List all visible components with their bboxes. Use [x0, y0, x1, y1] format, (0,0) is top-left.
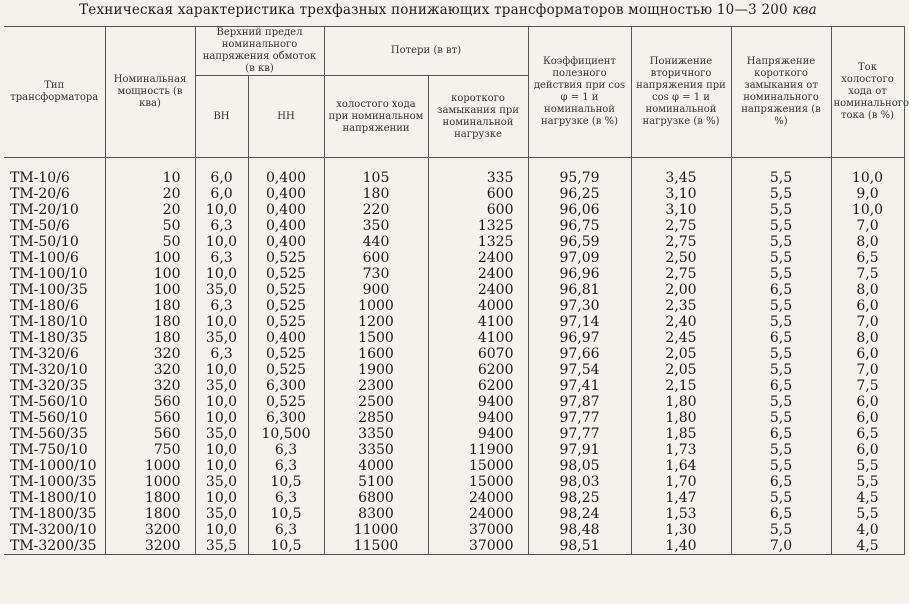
header-loss-short-circuit: короткого замыкания при номинальной нагрузке — [428, 76, 528, 158]
cell-type: ТМ-20/6 — [4, 186, 105, 202]
header-efficiency: Коэффициент полезного действия при cos φ = 1 и номинальной нагрузке (в %) — [528, 27, 631, 158]
cell-loss-short-circuit: 1325 — [428, 218, 528, 234]
transformer-spec-table — [4, 26, 909, 555]
table-body — [4, 158, 904, 555]
cell-short-circuit-voltage: 5,5 — [731, 266, 831, 282]
header-vn: ВН — [195, 76, 248, 158]
cell-no-load-current: 6,5 — [831, 426, 904, 442]
cell-voltage-drop: 1,30 — [631, 522, 731, 538]
cell-nn: 0,525 — [248, 266, 324, 282]
cell-power: 560 — [105, 426, 195, 442]
table-row — [4, 234, 904, 250]
cell-short-circuit-voltage: 6,5 — [731, 426, 831, 442]
cell-nn: 10,5 — [248, 506, 324, 522]
cell-voltage-drop: 2,05 — [631, 346, 731, 362]
cell-type: ТМ-50/6 — [4, 218, 105, 234]
cell-loss-short-circuit: 9400 — [428, 394, 528, 410]
cell-vn: 35,0 — [195, 474, 248, 490]
cell-vn: 10,0 — [195, 458, 248, 474]
cell-loss-no-load: 6800 — [324, 490, 428, 506]
cell-no-load-current: 10,0 — [831, 158, 904, 187]
cell-loss-short-circuit: 37000 — [428, 522, 528, 538]
cell-loss-no-load: 180 — [324, 186, 428, 202]
cell-loss-no-load: 8300 — [324, 506, 428, 522]
cell-no-load-current: 7,0 — [831, 218, 904, 234]
cell-power: 100 — [105, 266, 195, 282]
cell-loss-no-load: 600 — [324, 250, 428, 266]
cell-no-load-current: 6,0 — [831, 298, 904, 314]
cell-power: 560 — [105, 394, 195, 410]
cell-short-circuit-voltage: 6,5 — [731, 474, 831, 490]
cell-type: ТМ-320/35 — [4, 378, 105, 394]
cell-vn: 6,3 — [195, 218, 248, 234]
cell-vn: 10,0 — [195, 522, 248, 538]
cell-type: ТМ-1000/10 — [4, 458, 105, 474]
cell-loss-no-load: 2300 — [324, 378, 428, 394]
cell-short-circuit-voltage: 5,5 — [731, 522, 831, 538]
cell-efficiency: 97,30 — [528, 298, 631, 314]
table-row — [4, 282, 904, 298]
cell-voltage-drop: 1,40 — [631, 538, 731, 555]
cell-vn: 35,0 — [195, 506, 248, 522]
table-row — [4, 442, 904, 458]
cell-power: 50 — [105, 218, 195, 234]
cell-voltage-drop: 3,45 — [631, 158, 731, 187]
cell-nn: 0,525 — [248, 394, 324, 410]
cell-efficiency: 98,51 — [528, 538, 631, 555]
table-title-text: Техническая характеристика трехфазных понижающих трансформаторов мощностью 10—3 200 — [79, 2, 788, 18]
cell-nn: 6,3 — [248, 458, 324, 474]
cell-no-load-current: 6,0 — [831, 442, 904, 458]
cell-short-circuit-voltage: 5,5 — [731, 158, 831, 187]
header-type: Тип трансформатора — [4, 27, 105, 158]
cell-nn: 6,3 — [248, 522, 324, 538]
cell-nn: 0,400 — [248, 158, 324, 187]
cell-no-load-current: 6,5 — [831, 250, 904, 266]
cell-loss-short-circuit: 335 — [428, 158, 528, 187]
cell-loss-no-load: 2850 — [324, 410, 428, 426]
cell-loss-no-load: 11500 — [324, 538, 428, 555]
cell-power: 20 — [105, 202, 195, 218]
cell-type: ТМ-560/10 — [4, 410, 105, 426]
cell-efficiency: 95,79 — [528, 158, 631, 187]
cell-short-circuit-voltage: 5,5 — [731, 298, 831, 314]
cell-no-load-current: 5,5 — [831, 458, 904, 474]
header-voltage-group: Верхний предел номинального напряжения обмоток (в кв) — [195, 27, 324, 76]
cell-nn: 10,500 — [248, 426, 324, 442]
cell-loss-no-load: 4000 — [324, 458, 428, 474]
cell-voltage-drop: 1,80 — [631, 394, 731, 410]
cell-power: 1000 — [105, 458, 195, 474]
cell-voltage-drop: 2,45 — [631, 330, 731, 346]
cell-power: 180 — [105, 330, 195, 346]
cell-efficiency: 98,48 — [528, 522, 631, 538]
cell-loss-short-circuit: 24000 — [428, 490, 528, 506]
cell-short-circuit-voltage: 5,5 — [731, 346, 831, 362]
table-row — [4, 378, 904, 394]
cell-voltage-drop: 2,75 — [631, 266, 731, 282]
cell-efficiency: 96,96 — [528, 266, 631, 282]
cell-type: ТМ-100/10 — [4, 266, 105, 282]
cell-type: ТМ-180/6 — [4, 298, 105, 314]
cell-nn: 0,525 — [248, 362, 324, 378]
cell-efficiency: 98,03 — [528, 474, 631, 490]
cell-no-load-current: 5,5 — [831, 506, 904, 522]
header-power: Номинальная мощность (в ква) — [105, 27, 195, 158]
header-voltage-drop: Понижение вторичного напряжения при cos φ = 1 и номинальной нагрузке (в %) — [631, 27, 731, 158]
cell-no-load-current: 4,5 — [831, 538, 904, 555]
cell-voltage-drop: 2,05 — [631, 362, 731, 378]
cell-voltage-drop: 1,73 — [631, 442, 731, 458]
cell-vn: 10,0 — [195, 410, 248, 426]
cell-no-load-current: 6,0 — [831, 346, 904, 362]
cell-efficiency: 98,05 — [528, 458, 631, 474]
cell-loss-no-load: 5100 — [324, 474, 428, 490]
cell-nn: 6,3 — [248, 490, 324, 506]
cell-loss-short-circuit: 6200 — [428, 378, 528, 394]
cell-vn: 10,0 — [195, 490, 248, 506]
cell-vn: 6,0 — [195, 186, 248, 202]
cell-no-load-current: 4,5 — [831, 490, 904, 506]
cell-short-circuit-voltage: 5,5 — [731, 186, 831, 202]
cell-no-load-current: 10,0 — [831, 202, 904, 218]
cell-vn: 10,0 — [195, 266, 248, 282]
cell-efficiency: 96,75 — [528, 218, 631, 234]
cell-nn: 0,400 — [248, 234, 324, 250]
cell-type: ТМ-1000/35 — [4, 474, 105, 490]
cell-no-load-current: 8,0 — [831, 330, 904, 346]
table-row — [4, 410, 904, 426]
cell-loss-no-load: 2500 — [324, 394, 428, 410]
header-nn: НН — [248, 76, 324, 158]
cell-loss-no-load: 1900 — [324, 362, 428, 378]
table-row — [4, 522, 904, 538]
cell-power: 320 — [105, 346, 195, 362]
cell-loss-short-circuit: 37000 — [428, 538, 528, 555]
cell-no-load-current: 7,0 — [831, 314, 904, 330]
cell-no-load-current: 5,5 — [831, 474, 904, 490]
cell-no-load-current: 9,0 — [831, 186, 904, 202]
table-row — [4, 426, 904, 442]
cell-voltage-drop: 2,35 — [631, 298, 731, 314]
cell-loss-short-circuit: 2400 — [428, 282, 528, 298]
cell-type: ТМ-180/10 — [4, 314, 105, 330]
cell-vn: 6,3 — [195, 346, 248, 362]
cell-voltage-drop: 2,40 — [631, 314, 731, 330]
cell-efficiency: 96,81 — [528, 282, 631, 298]
table-row — [4, 394, 904, 410]
cell-power: 1000 — [105, 474, 195, 490]
cell-nn: 0,525 — [248, 346, 324, 362]
cell-short-circuit-voltage: 6,5 — [731, 282, 831, 298]
cell-loss-no-load: 440 — [324, 234, 428, 250]
cell-short-circuit-voltage: 5,5 — [731, 362, 831, 378]
cell-vn: 35,0 — [195, 426, 248, 442]
cell-short-circuit-voltage: 5,5 — [731, 490, 831, 506]
cell-no-load-current: 8,0 — [831, 282, 904, 298]
table-row — [4, 314, 904, 330]
table-row — [4, 346, 904, 362]
cell-voltage-drop: 2,50 — [631, 250, 731, 266]
cell-loss-short-circuit: 9400 — [428, 426, 528, 442]
header-short-circuit-voltage: Напряжение короткого замыкания от номинального напряжения (в %) — [731, 27, 831, 158]
cell-efficiency: 97,41 — [528, 378, 631, 394]
cell-power: 3200 — [105, 538, 195, 555]
table-title — [0, 2, 896, 22]
cell-power: 10 — [105, 158, 195, 187]
cell-loss-short-circuit: 600 — [428, 186, 528, 202]
cell-power: 100 — [105, 282, 195, 298]
cell-type: ТМ-750/10 — [4, 442, 105, 458]
cell-voltage-drop: 1,53 — [631, 506, 731, 522]
cell-voltage-drop: 2,00 — [631, 282, 731, 298]
cell-loss-no-load: 3350 — [324, 442, 428, 458]
cell-short-circuit-voltage: 5,5 — [731, 394, 831, 410]
cell-no-load-current: 6,0 — [831, 394, 904, 410]
cell-voltage-drop: 1,85 — [631, 426, 731, 442]
table-row — [4, 490, 904, 506]
cell-efficiency: 97,91 — [528, 442, 631, 458]
cell-short-circuit-voltage: 6,5 — [731, 378, 831, 394]
cell-loss-short-circuit: 4100 — [428, 314, 528, 330]
table-row — [4, 458, 904, 474]
cell-power: 50 — [105, 234, 195, 250]
cell-voltage-drop: 1,80 — [631, 410, 731, 426]
cell-vn: 10,0 — [195, 362, 248, 378]
cell-type: ТМ-320/10 — [4, 362, 105, 378]
cell-efficiency: 98,25 — [528, 490, 631, 506]
header-loss-no-load: холостого хода при номинальном напряжении — [324, 76, 428, 158]
cell-loss-short-circuit: 2400 — [428, 250, 528, 266]
cell-short-circuit-voltage: 5,5 — [731, 218, 831, 234]
cell-nn: 0,525 — [248, 314, 324, 330]
cell-efficiency: 96,97 — [528, 330, 631, 346]
cell-efficiency: 97,54 — [528, 362, 631, 378]
cell-vn: 35,0 — [195, 330, 248, 346]
cell-type: ТМ-180/35 — [4, 330, 105, 346]
cell-loss-short-circuit: 6070 — [428, 346, 528, 362]
cell-short-circuit-voltage: 5,5 — [731, 250, 831, 266]
cell-nn: 0,400 — [248, 202, 324, 218]
cell-nn: 0,525 — [248, 298, 324, 314]
cell-loss-short-circuit: 4100 — [428, 330, 528, 346]
cell-vn: 10,0 — [195, 234, 248, 250]
header-losses-group: Потери (в вт) — [324, 27, 528, 76]
cell-loss-no-load: 3350 — [324, 426, 428, 442]
cell-efficiency: 97,87 — [528, 394, 631, 410]
cell-power: 100 — [105, 250, 195, 266]
cell-loss-short-circuit: 9400 — [428, 410, 528, 426]
cell-nn: 10,5 — [248, 474, 324, 490]
cell-power: 1800 — [105, 490, 195, 506]
cell-type: ТМ-20/10 — [4, 202, 105, 218]
cell-loss-no-load: 105 — [324, 158, 428, 187]
cell-short-circuit-voltage: 5,5 — [731, 458, 831, 474]
cell-nn: 0,400 — [248, 186, 324, 202]
cell-efficiency: 96,25 — [528, 186, 631, 202]
cell-vn: 6,3 — [195, 250, 248, 266]
cell-power: 180 — [105, 314, 195, 330]
cell-loss-short-circuit: 15000 — [428, 458, 528, 474]
cell-loss-short-circuit: 600 — [428, 202, 528, 218]
cell-short-circuit-voltage: 5,5 — [731, 234, 831, 250]
cell-voltage-drop: 3,10 — [631, 186, 731, 202]
cell-no-load-current: 7,0 — [831, 362, 904, 378]
table-row — [4, 186, 904, 202]
header-no-load-current: Ток холостого хода от номинального тока (в %) — [831, 27, 904, 158]
cell-short-circuit-voltage: 5,5 — [731, 314, 831, 330]
cell-nn: 0,525 — [248, 250, 324, 266]
cell-efficiency: 97,77 — [528, 410, 631, 426]
cell-loss-no-load: 11000 — [324, 522, 428, 538]
cell-no-load-current: 4,0 — [831, 522, 904, 538]
table-row — [4, 474, 904, 490]
cell-loss-short-circuit: 24000 — [428, 506, 528, 522]
cell-power: 750 — [105, 442, 195, 458]
cell-loss-short-circuit: 11900 — [428, 442, 528, 458]
cell-nn: 10,5 — [248, 538, 324, 555]
cell-no-load-current: 8,0 — [831, 234, 904, 250]
cell-power: 560 — [105, 410, 195, 426]
cell-efficiency: 97,77 — [528, 426, 631, 442]
cell-power: 3200 — [105, 522, 195, 538]
table-row — [4, 362, 904, 378]
cell-efficiency: 97,14 — [528, 314, 631, 330]
cell-power: 1800 — [105, 506, 195, 522]
cell-vn: 35,0 — [195, 378, 248, 394]
cell-loss-short-circuit: 15000 — [428, 474, 528, 490]
cell-loss-short-circuit: 1325 — [428, 234, 528, 250]
cell-vn: 6,3 — [195, 298, 248, 314]
cell-loss-short-circuit: 2400 — [428, 266, 528, 282]
cell-no-load-current: 7,5 — [831, 266, 904, 282]
cell-voltage-drop: 3,10 — [631, 202, 731, 218]
cell-short-circuit-voltage: 6,5 — [731, 330, 831, 346]
cell-voltage-drop: 2,75 — [631, 234, 731, 250]
cell-loss-short-circuit: 6200 — [428, 362, 528, 378]
cell-power: 320 — [105, 362, 195, 378]
table-row — [4, 538, 904, 555]
cell-efficiency: 97,09 — [528, 250, 631, 266]
cell-vn: 35,5 — [195, 538, 248, 555]
cell-type: ТМ-100/6 — [4, 250, 105, 266]
cell-short-circuit-voltage: 5,5 — [731, 410, 831, 426]
cell-nn: 0,400 — [248, 218, 324, 234]
cell-voltage-drop: 2,75 — [631, 218, 731, 234]
cell-voltage-drop: 2,15 — [631, 378, 731, 394]
cell-short-circuit-voltage: 6,5 — [731, 506, 831, 522]
cell-nn: 6,300 — [248, 410, 324, 426]
cell-vn: 10,0 — [195, 442, 248, 458]
cell-type: ТМ-1800/10 — [4, 490, 105, 506]
cell-loss-short-circuit: 4000 — [428, 298, 528, 314]
cell-short-circuit-voltage: 7,0 — [731, 538, 831, 555]
cell-efficiency: 97,66 — [528, 346, 631, 362]
cell-type: ТМ-560/10 — [4, 394, 105, 410]
cell-no-load-current: 6,0 — [831, 410, 904, 426]
cell-nn: 0,525 — [248, 282, 324, 298]
cell-efficiency: 98,24 — [528, 506, 631, 522]
cell-nn: 6,300 — [248, 378, 324, 394]
cell-short-circuit-voltage: 5,5 — [731, 202, 831, 218]
table-row — [4, 250, 904, 266]
cell-type: ТМ-3200/35 — [4, 538, 105, 555]
cell-short-circuit-voltage: 5,5 — [731, 442, 831, 458]
cell-loss-no-load: 1600 — [324, 346, 428, 362]
cell-loss-no-load: 730 — [324, 266, 428, 282]
cell-vn: 35,0 — [195, 282, 248, 298]
table-row — [4, 218, 904, 234]
cell-vn: 10,0 — [195, 394, 248, 410]
cell-nn: 0,400 — [248, 330, 324, 346]
cell-loss-no-load: 220 — [324, 202, 428, 218]
cell-voltage-drop: 1,70 — [631, 474, 731, 490]
cell-type: ТМ-100/35 — [4, 282, 105, 298]
cell-type: ТМ-560/35 — [4, 426, 105, 442]
table-title-unit: ква — [792, 2, 817, 18]
cell-type: ТМ-50/10 — [4, 234, 105, 250]
cell-type: ТМ-1800/35 — [4, 506, 105, 522]
cell-nn: 6,3 — [248, 442, 324, 458]
cell-loss-no-load: 1000 — [324, 298, 428, 314]
cell-efficiency: 96,06 — [528, 202, 631, 218]
cell-loss-no-load: 900 — [324, 282, 428, 298]
cell-vn: 10,0 — [195, 202, 248, 218]
cell-type: ТМ-320/6 — [4, 346, 105, 362]
table-row — [4, 266, 904, 282]
cell-loss-no-load: 1200 — [324, 314, 428, 330]
cell-type: ТМ-3200/10 — [4, 522, 105, 538]
cell-vn: 6,0 — [195, 158, 248, 187]
cell-loss-no-load: 1500 — [324, 330, 428, 346]
cell-type: ТМ-10/6 — [4, 158, 105, 187]
cell-power: 20 — [105, 186, 195, 202]
cell-efficiency: 96,59 — [528, 234, 631, 250]
table-row — [4, 298, 904, 314]
cell-power: 180 — [105, 298, 195, 314]
cell-power: 320 — [105, 378, 195, 394]
cell-voltage-drop: 1,64 — [631, 458, 731, 474]
cell-voltage-drop: 1,47 — [631, 490, 731, 506]
cell-vn: 10,0 — [195, 314, 248, 330]
cell-loss-no-load: 350 — [324, 218, 428, 234]
table-row — [4, 506, 904, 522]
table-row — [4, 330, 904, 346]
cell-no-load-current: 7,5 — [831, 378, 904, 394]
table-row — [4, 202, 904, 218]
table-row — [4, 158, 904, 187]
